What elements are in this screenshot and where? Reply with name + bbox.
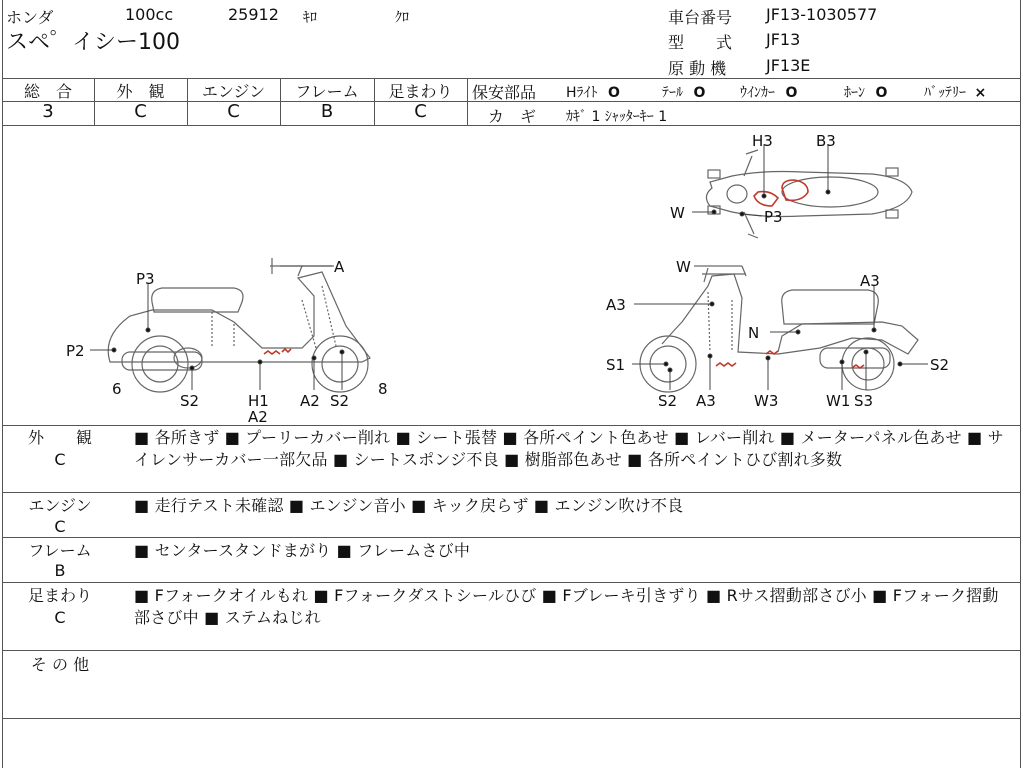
scooter-top-view	[706, 150, 912, 238]
displacement: 100cc	[125, 5, 174, 24]
grade-engine-value: C	[227, 101, 240, 122]
safety-item-horn	[844, 82, 887, 102]
diagram-labels	[66, 132, 949, 424]
suspension-section-label: 足まわり	[27, 586, 92, 605]
engine-section-grade: C	[54, 517, 66, 536]
model-type: JF13	[766, 30, 801, 49]
engine-notes: ■ 走行テスト未確認 ■ エンジン音小 ■ キック戻らず ■ エンジン吹け不良	[134, 496, 684, 515]
vehicle-color: ｸﾛ	[395, 10, 409, 26]
left-label-p2: P2	[66, 342, 85, 360]
safety-item-headlight	[566, 82, 620, 102]
right-label-s3: S3	[854, 392, 874, 410]
frame-number-label: 車台番号	[668, 8, 733, 27]
exterior-notes: ■ 各所きず ■ プーリーカバー削れ ■ シート張替 ■ 各所ペイント色あせ ■ レバー削れ ■ メーターパネル色あせ ■ サイレンサーカバー一部欠品 ■ シートスポンジ不良 ■ 樹脂部色あせ ■ 各所ペイントひび割れ多数	[134, 428, 1004, 469]
safety-item-winker	[740, 82, 797, 102]
left-label-s2-rear: S2	[330, 392, 350, 410]
model-type-label: 型 式	[668, 33, 733, 52]
mileage-unit: ｷﾛ	[303, 10, 317, 26]
right-label-n: N	[748, 324, 760, 342]
safety-item-name: ｳｲﾝｶｰ	[740, 85, 775, 101]
frame-section-grade: B	[54, 561, 66, 580]
maker-name: ホンダ	[6, 8, 54, 27]
top-label-p3: P3	[764, 208, 783, 226]
frame-section-label: フレーム	[28, 541, 92, 560]
frame-notes: ■ センタースタンドまがり ■ フレームさび中	[134, 541, 471, 560]
grade-overall-label: 総 合	[23, 82, 72, 101]
safety-item-mark: O	[875, 85, 888, 101]
safety-item-name: ﾊﾞｯﾃﾘｰ	[924, 85, 966, 101]
mileage: 25912	[228, 5, 279, 24]
right-label-w1: W1	[826, 392, 851, 410]
safety-item-mark: O	[693, 85, 706, 101]
model-name: スペ゜イシー100	[6, 30, 180, 55]
grade-engine-label: エンジン	[201, 82, 266, 101]
right-label-w: W	[676, 258, 691, 276]
rule-frame-bottom	[2, 582, 1020, 583]
grade-overall-value: 3	[42, 101, 54, 122]
left-label-8: 8	[378, 380, 388, 398]
safety-item-name: ﾎｰﾝ	[844, 85, 865, 101]
key-value: ｶｷﾞ 1 ｼｬｯﾀｰｷｰ 1	[566, 109, 668, 125]
engine-section-label: エンジン	[28, 496, 92, 515]
rule-engine-bottom	[2, 537, 1020, 538]
left-label-h1: H1	[248, 392, 269, 410]
frame-right-border	[1020, 0, 1021, 768]
exterior-section-label: 外 観	[27, 428, 92, 447]
engine-code: JF13E	[766, 56, 811, 75]
suspension-section-grade: C	[54, 608, 66, 627]
key-label: カ ギ	[488, 107, 537, 126]
left-label-s2: S2	[180, 392, 200, 410]
safety-item-name: Hﾗｲﾄ	[566, 85, 598, 101]
grade-exterior-value: C	[134, 101, 147, 122]
rule-diagram-bottom	[2, 425, 1020, 426]
right-label-s1: S1	[606, 356, 626, 374]
label-leaders	[90, 144, 928, 390]
top-label-b3: B3	[816, 132, 836, 150]
top-label-w: W	[670, 204, 685, 222]
safety-item-mark: ×	[974, 85, 987, 101]
left-label-6: 6	[112, 380, 122, 398]
right-label-a3-low: A3	[696, 392, 716, 410]
damage-diagram	[2, 126, 1020, 424]
top-label-h3: H3	[752, 132, 773, 150]
safety-parts-label: 保安部品	[472, 83, 537, 102]
left-label-a2: A2	[300, 392, 320, 410]
engine-code-label: 原 動 機	[668, 59, 727, 78]
left-label-a2-lower: A2	[248, 408, 268, 424]
right-label-a3-rear: A3	[860, 272, 880, 290]
frame-number: JF13-1030577	[766, 5, 878, 24]
grade-suspension-label: 足まわり	[388, 82, 453, 101]
safety-item-mark: O	[785, 85, 798, 101]
rule-suspension-bottom	[2, 650, 1020, 651]
grade-frame-label: フレーム	[295, 82, 359, 101]
rule-exterior-bottom	[2, 492, 1020, 493]
grade-suspension-value: C	[414, 101, 427, 122]
right-label-s2-front: S2	[658, 392, 678, 410]
right-label-s2-rear: S2	[930, 356, 950, 374]
exterior-section-grade: C	[54, 450, 66, 469]
left-label-a: A	[334, 258, 345, 276]
safety-item-tail	[662, 82, 705, 102]
suspension-notes: ■ Fフォークオイルもれ ■ Fフォークダストシールひび ■ Fブレーキ引きずり ■ Rサス摺動部さび小 ■ Fフォーク摺動部さび中 ■ ステムねじれ	[134, 586, 999, 627]
grade-exterior-label: 外 観	[116, 82, 165, 101]
left-label-p3: P3	[136, 270, 155, 288]
safety-item-battery	[924, 82, 986, 102]
safety-item-mark: O	[607, 85, 620, 101]
rule-other-bottom	[2, 718, 1020, 719]
safety-item-name: ﾃｰﾙ	[662, 85, 683, 101]
grade-divider-5	[467, 78, 468, 125]
right-label-a3-front: A3	[606, 296, 626, 314]
right-label-w3: W3	[754, 392, 779, 410]
grade-frame-value: B	[320, 101, 334, 122]
other-section-label: そ の 他	[30, 655, 90, 674]
